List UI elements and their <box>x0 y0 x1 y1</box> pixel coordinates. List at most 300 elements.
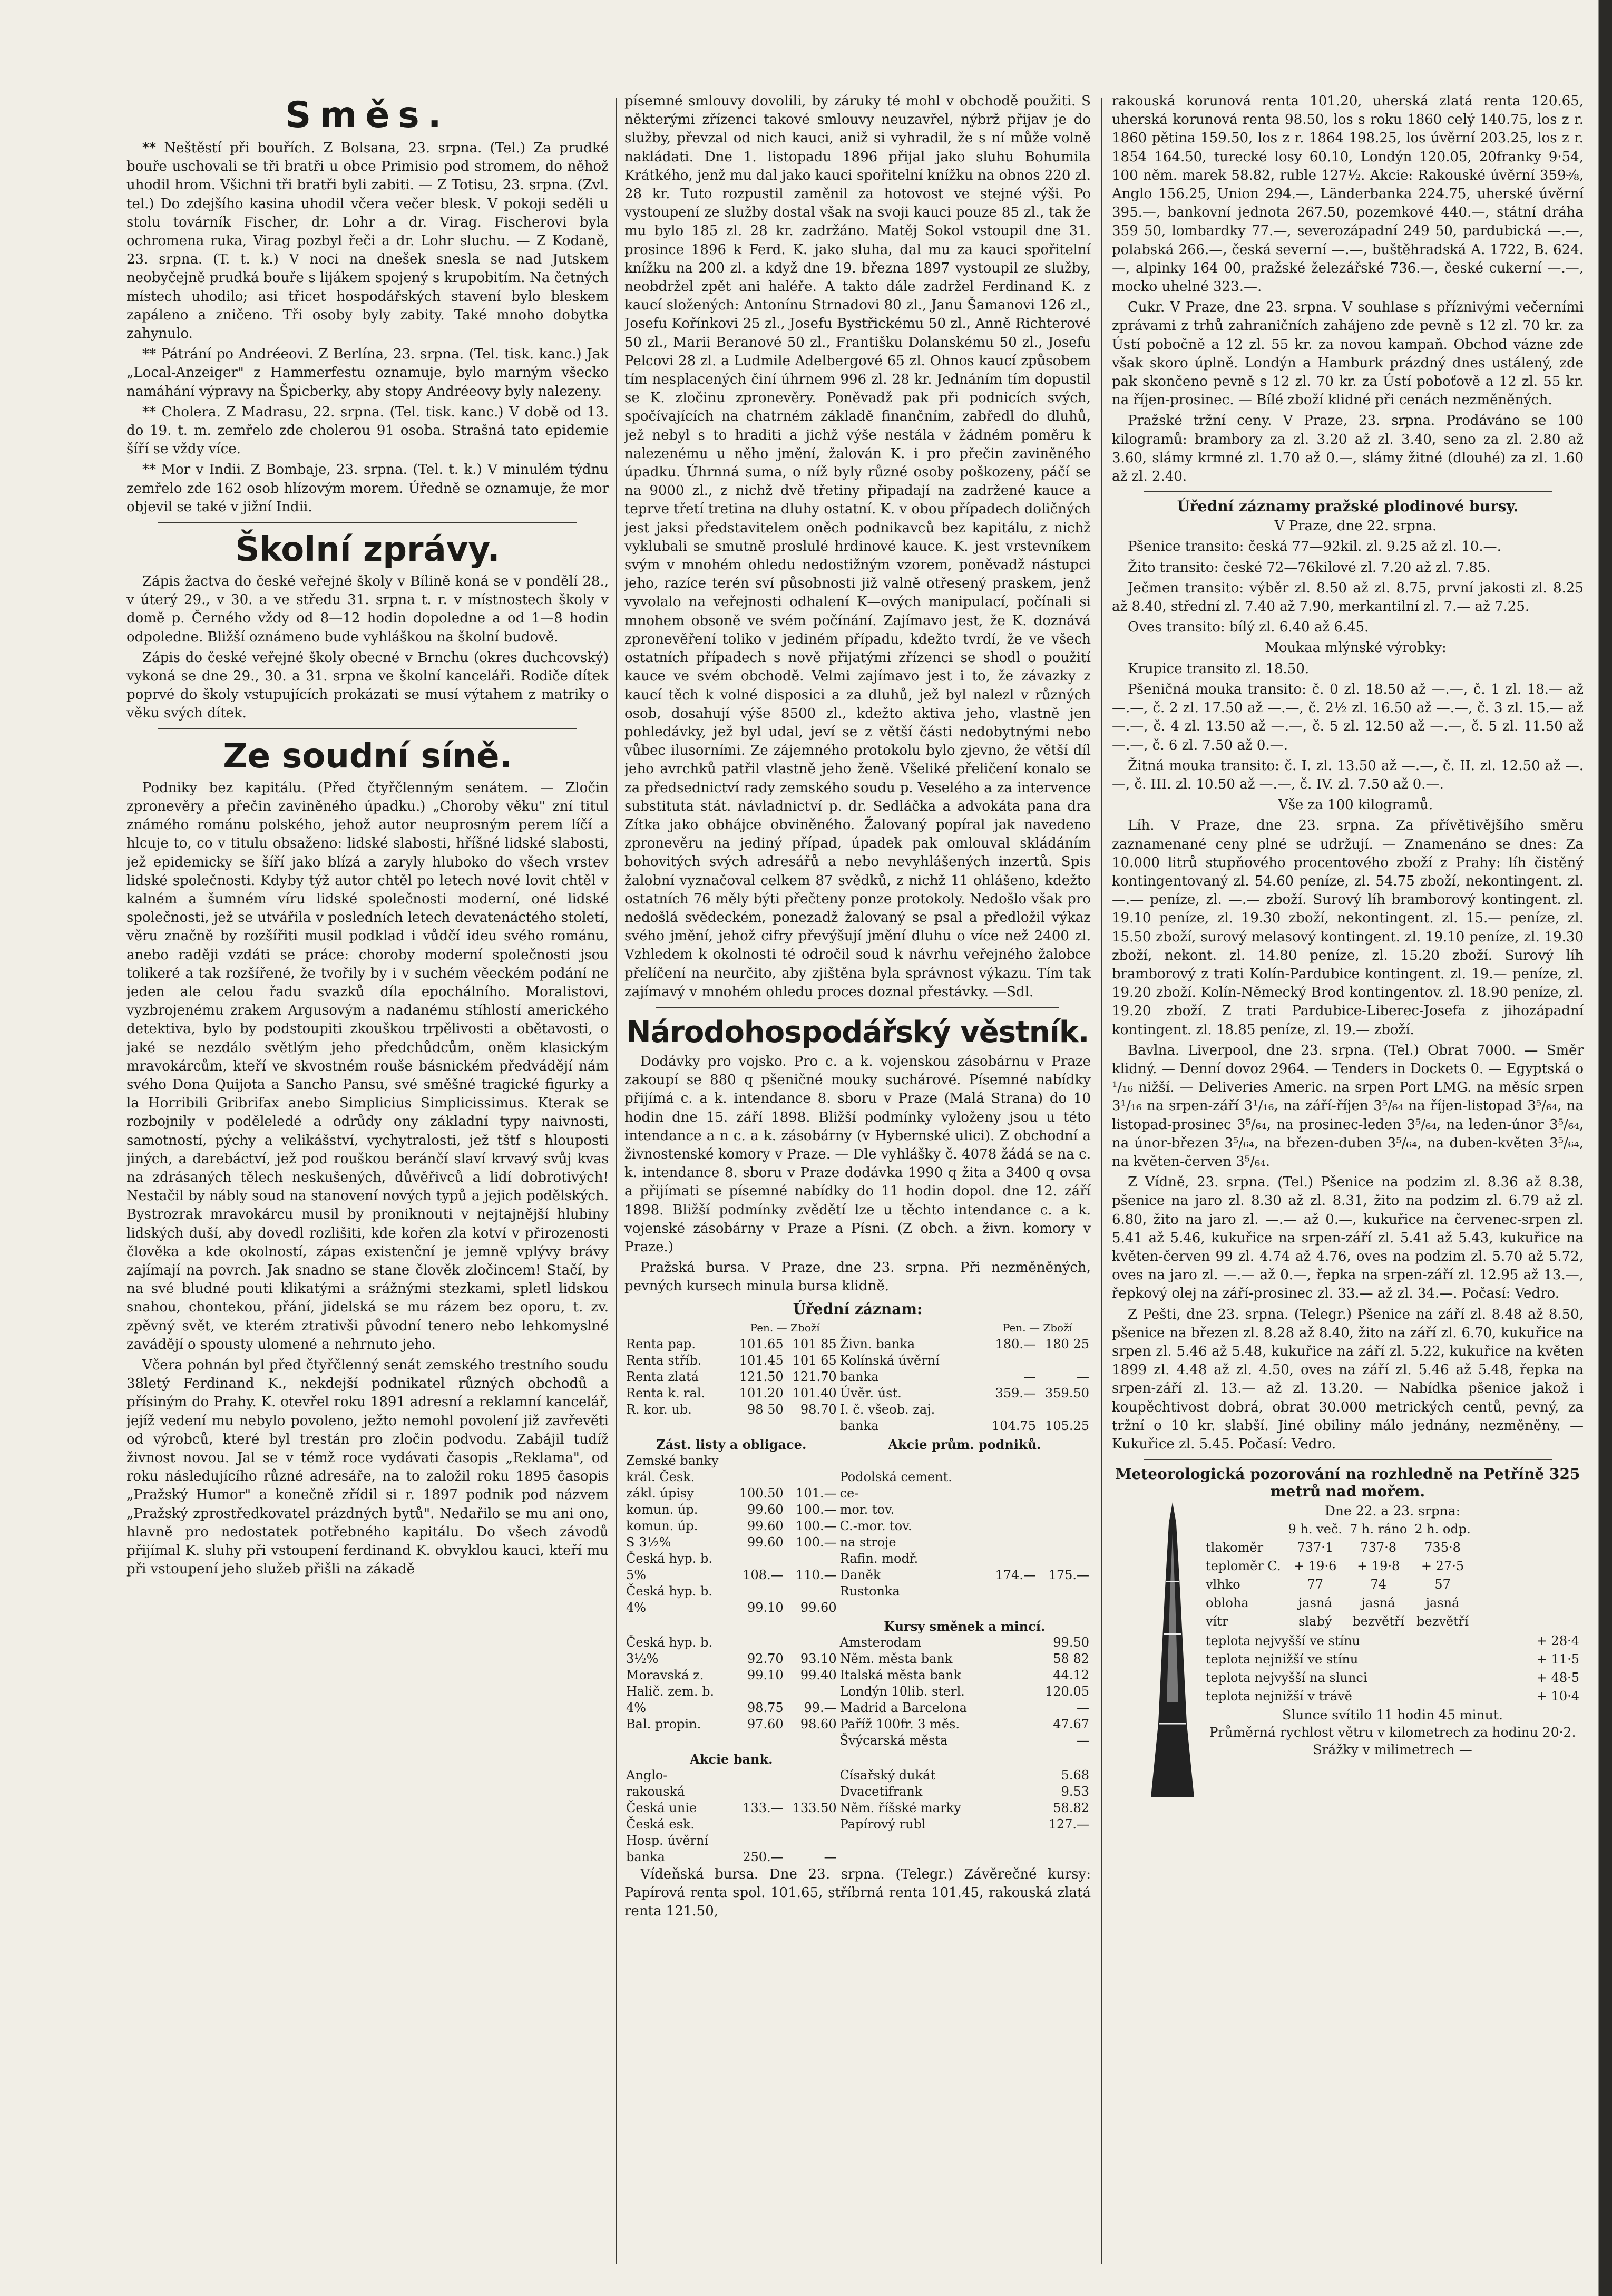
meteo-rain: Srážky v milimetrech — <box>1313 1742 1472 1758</box>
table-cell <box>1038 1551 1091 1567</box>
meteo-cell: teplota nejnižší ve stínu <box>1206 1652 1359 1667</box>
table-cell: 108.— <box>743 1567 784 1582</box>
table-cell: ce- <box>839 1485 859 1501</box>
meteo-title: Meteorologická pozorování na rozhledně na Petříně 325 metrů nad mořem. <box>1115 1465 1580 1501</box>
table-cell <box>732 1684 785 1700</box>
meteo-body <box>1203 1539 1474 1630</box>
zaznam-item: Krupice transito zl. 18.50. <box>1128 660 1310 677</box>
page-edge-line <box>1598 0 1599 2296</box>
table-cell <box>984 1833 1038 1849</box>
table-cell: Anglo- <box>626 1767 668 1783</box>
table-cell: 359.— <box>995 1385 1036 1400</box>
table-cell: 99.— <box>804 1700 837 1715</box>
section-title-soud: Ze soudní síně. <box>223 736 512 776</box>
table-cell: — <box>824 1849 837 1864</box>
table-cell <box>785 1733 838 1749</box>
table-row <box>624 1600 1091 1616</box>
meteo-cell: + 11·5 <box>1536 1652 1579 1667</box>
table-cell <box>838 1600 984 1616</box>
table-cell <box>785 1816 838 1833</box>
table-cell <box>1038 1534 1091 1551</box>
meteo-cell: teplota nejvyšší na slunci <box>1206 1670 1367 1686</box>
table-cell: 99.50 <box>1053 1635 1089 1650</box>
table-row <box>624 1567 1091 1583</box>
table-cell <box>732 1816 785 1833</box>
table-cell: 99.60 <box>747 1534 784 1550</box>
table-cell: Renta stříb. <box>626 1353 702 1368</box>
table-cell <box>1038 1833 1091 1849</box>
table-cell: 4% <box>626 1700 647 1715</box>
table-cell: 93.10 <box>800 1651 837 1666</box>
table-cell: Česká hyp. b. <box>626 1635 712 1650</box>
table-cell <box>838 1849 984 1865</box>
table-cell: Daněk <box>839 1567 881 1582</box>
meteo-cell: + 10·4 <box>1536 1689 1579 1704</box>
table-cell: Císařský dukát <box>839 1767 936 1783</box>
table-row <box>624 1651 1091 1667</box>
table-cell: — <box>1077 1733 1089 1748</box>
table-cell: Kolínská úvěrní <box>839 1353 940 1368</box>
table-cell: 120.05 <box>1045 1684 1089 1699</box>
table-row <box>624 1784 1091 1800</box>
article-paragraph: Včera pohnán byl před čtyřčlenný senát zemského trestního soudu 38letý Ferdinand K., nekdejší podnikatel různých obchodů a přísiným do Prahy. K. otevřel roku 1891 adresní a reklamní kancelář, jejíž vedení mu nebylo povoleno, ježto nemohl povolení již zavřevěti od výrobců, které byl trestán pro zločin podvodu. Zabájil tudíž živnost novou. Jal se v témž roce vydávati časopis „Reklama", od roku následujícího různé adresáře, na to založil roku 1895 časopis „Pražský Humor" a konečně zřídil si r. 1897 podnik pod názvem „Pražský zprostředkovatel prázdných bytů". Nedařilo se mu ani ono, hlavně pro nedostatek potřebného kapitálu. Do všech závodů přijímal K. sluhy při vstoupení ferdinand K. obvyklou kauci, kteří mu při vstoupení jeho služeb přišli na zákadě <box>126 1357 609 1578</box>
table-body <box>624 1336 1091 1434</box>
col-header: Pen. — Zboží <box>1003 1321 1073 1334</box>
table-row <box>624 1849 1091 1865</box>
petrin-tower-icon <box>1149 1502 1196 1797</box>
table-row <box>624 1667 1091 1684</box>
table-cell: 99.10 <box>747 1667 784 1682</box>
table-row <box>624 1767 1091 1784</box>
table-cell: Dvacetifrank <box>839 1784 923 1799</box>
table-cell <box>1038 1518 1091 1534</box>
meteo-wind: Průměrná rychlost větru v kilometrech za hodinu 20·2. <box>1209 1725 1576 1740</box>
table-title: Úřední záznam: <box>793 1300 923 1318</box>
table-cell: Renta pap. <box>626 1336 696 1351</box>
table-row <box>624 1700 1091 1716</box>
table-cell: král. Česk. <box>626 1469 695 1484</box>
zaznam-item: Bavlna. Liverpool, dne 23. srpna. (Tel.) Obrat 7000. — Směr klidný. — Denní dovoz 2964. — Tenders in Dockets 0. — Egyptská o ¹/₁₆ nižší. — Deliveries Americ. na srpen Port LMG. na měsíc srpen 3¹/₁₆ na srpen-září 3¹/₁₆, na září-říjen 3⁵/₆₄ na říjen-listopad 3⁵/₆₄, na listopad-prosinec 3⁵/₆₄, na prosinec-leden 3⁵/₆₄, na leden-únor 3⁵/₆₄, na únor-březen 3⁵/₆₄, na březen-duben 3⁵/₆₄, na duben-květen 3⁵/₆₄, na květen-červen 3⁵/₆₄. <box>1112 1042 1584 1170</box>
zaznam-item: Žito transito: české 72—76kilové zl. 7.20 až zl. 7.85. <box>1128 559 1491 576</box>
table-cell: komun. úp. <box>626 1502 698 1517</box>
article-paragraph: Podniky bez kapitálu. (Před čtyřčlenným senátem. — Zločin zpronevěry a přečin zaviněného úpadku.) „Choroby věku" zní titul známého románu polského, jehož autor neuprosným perem líčí a hlcuje to, co v titulu obsaženo: lidské slabosti, hříšné lidské slabosti, jež epidemicky se šíří jako blízá a zaryly hluboko do všech vrstev lidské společnosti. Kdyby týž autor chtěl po letech nové lovit chtěl v kalném a šumném víru lidské společnosti moderní, oné lidské společnosti, jež se utvářila v posledních letech devatenáctého století, věru značně by rozšířiti musil podklad i vůdčí ideu svého románu, anebo raději vzdáti se práce: choroby moderní společnosti jsou tolikeré a tak rozšířené, že tvořily by i v suchém věeckém podání ne jeden ale celou řadu svazků díla epochálního. Moralistovi, vyzbrojenému zrakem Argusovým a nadanému stíhlostí amerického detektiva, bylo by podstoupiti zkouškou trpělivosti a obětavosti, o jaké se nezdálo světlým jeho předchůdcům, oněm klasickým mravokárcům, kteří ve skvostném rouše básnickém předvádějí nám svého Dona Quijota a Sancho Pansu, své směšné tragické figurky a la Horribili Gribrifax anebo Simplicius Simplicissimus. Kterak se rozbojnily v poděleledé a odrůdy ony základní typy naivnosti, samotností, pýchy a velikášství, vychytralosti, jež tštf s hlouposti jiných, a darebáctví, jež pod rouškou beránčí slaví krvavý svůj kvas na zdrásaných tělech neskušených, důvěřivců a lidí dobrotivých! Nestačil by nábly soud na stanovení nových typů a jejich podělských. Bystrozrak mravokárcu musil by proniknouti v nejtajnější hlubiny lidských duší, aby dovedl rozlišiti, kde kořen zla kotví v přirozenosti člověka a kde okolností, zápas existenční je jemně vplývy brávy zajímají na povrch. Jak snadno se stane člověk zločincem! Stačí, by na své bludné pouti klikatými a srážnými stezkami, spletl lidskou snahou, chontekou, přání, jidelská se mu rázem bez oporu, t. zv. zpěvný svět, ve kterém ztrativši původní tenero nebo lehkomyslné zavádějí o spousty ulomené a nehrnuto jeho. <box>126 780 609 1353</box>
table-cell <box>785 1453 838 1469</box>
table-cell: rakouská <box>626 1784 685 1799</box>
article-paragraph: ** Mor v Indii. Z Bombaje, 23. srpna. (Tel. t. k.) V minulém týdnu zemřelo zde 162 osob hlízovým morem. Úředně se oznamuje, že mor objevil se také v jižní Indii. <box>126 462 609 515</box>
article-paragraph: Zápis žactva do české veřejné školy v Bílině koná se v pondělí 28., v úterý 29., v 30. a ve středu 31. srpna t. r. v místnostech školy v domě p. Černého vždy od 8—12 hodin dopoledne a od 1—8 hodin odpoledne. Bližší oznámeno bude vyhláškou na školní budově. <box>126 573 609 645</box>
table-cell: banka <box>839 1418 879 1433</box>
table-cell <box>785 1635 838 1651</box>
table-cell: — <box>1023 1369 1036 1384</box>
article-paragraph: ** Pátrání po Andréeovi. Z Berlína, 23. srpna. (Tel. tisk. kanc.) Jak „Local-Anzeiger" z Hammerfestu oznamuje, bylo marným všecko namáhání výpravy na Špicberky, aby stopy Andréeovy byly nalezeny. <box>126 346 609 400</box>
table-cell: Renta zlatá <box>626 1369 699 1384</box>
table-row <box>624 1833 1091 1849</box>
table-row <box>624 1816 1091 1833</box>
article-paragraph: Zápis do české veřejné školy obecné v Brnchu (okres duchcovský) vykoná se dne 29., 30. a 31. srpna ve školní kanceláři. Rodiče dítek poprvé do školy vstupujících prokázati se musí výtahem z matriky o věku svých dítek. <box>126 649 609 722</box>
article-paragraph: ** Neštěstí při bouřích. Z Bolsana, 23. srpna. (Tel.) Za prudké bouře uschovali se tři bratři u obce Primisio pod stromem, do něhož uhodil hrom. Všichni tři bratři byli zabiti. — Z Totisu, 23. srpna. (Zvl. tel.) Do zdejšího kasina uhodil včera večer blesk. V pokoji seděli u stolu továrník Fischer, dr. Lohr a dr. Virag. Fischerovi byla ochromena ruka, Virag pozbyl řeči a dr. Lohr sluchu. — Z Kodaně, 23. srpna. (T. t. k.) V noci na dnešek snesla se nad Jutskem neobyčejně prudká bouře s lijákem spojený s krupobitím. Na četných místech uhodilo; asi třicet hospodářských stavení bylo bleskem zapáleno a zničeno. Tři osoby byly zabity. Také mnoho dobytka zahynulo. <box>126 140 609 342</box>
table-cell: Halič. zem. b. <box>626 1684 715 1699</box>
zaznam-item: V Praze, dne 22. srpna. <box>1274 518 1437 534</box>
table-section: Akcie prům. podniků. <box>888 1436 1041 1452</box>
table-cell <box>984 1684 1038 1700</box>
meteo-extreme-row <box>1203 1651 1582 1668</box>
table-cell <box>624 1418 732 1434</box>
table-row <box>624 1402 1091 1418</box>
page-edge <box>1599 0 1612 2296</box>
article-paragraph: ** Cholera. Z Madrasu, 22. srpna. (Tel. tisk. kanc.) V době od 13. do 19. t. m. zemřelo zde cholerou 91 osoba. Strašná tato epidemie šíří se vždy více. <box>126 404 609 458</box>
table-cell <box>984 1502 1038 1518</box>
table-row <box>624 1518 1091 1534</box>
section-title-skolni: Školní zprávy. <box>235 530 500 570</box>
table-cell <box>984 1849 1038 1865</box>
bursa-intro: Pražská bursa. V Praze, dne 23. srpna. Při nezměněných, pevných kursech minula bursa klidně. <box>624 1260 1091 1295</box>
table-cell <box>785 1583 838 1600</box>
table-row <box>624 1733 1091 1749</box>
meteo-cell: bezvětří <box>1416 1614 1469 1629</box>
meteo-cell: teplota nejnižší v trávě <box>1206 1689 1352 1704</box>
meteo-cell: slabý <box>1298 1614 1332 1629</box>
table-cell: 44.12 <box>1053 1667 1089 1682</box>
table-cell: Živn. banka <box>839 1336 915 1351</box>
meteo-cell: 77 <box>1307 1577 1324 1592</box>
bursa-table <box>624 1320 1091 1865</box>
meteo-row <box>1203 1613 1474 1630</box>
table-cell <box>785 1833 838 1849</box>
meteo-note: Slunce svítilo 11 hodin 45 minut. <box>1282 1707 1503 1723</box>
table-cell: Česká hyp. b. <box>626 1551 712 1566</box>
table-cell <box>732 1635 785 1651</box>
article-paragraph: Vídeňská bursa. Dne 23. srpna. (Telegr.) Závěrečné kursy: Papírová renta spol. 101.65, stříbrná renta 101.45, rakouská zlatá renta 121.50, <box>624 1866 1091 1919</box>
section-title-zaznam: Úřední záznamy pražské plodinové bursy. <box>1177 498 1519 515</box>
table-cell: 180 25 <box>1045 1336 1089 1351</box>
table-cell: I. č. všeob. zaj. <box>839 1402 935 1417</box>
article-paragraph: písemné smlouvy dovolili, by záruky té mohl v obchodě použiti. S některými zřízenci takové smlouvy neuzavřel, nýbrž přijav je do služby, převzal od nich kauci, aniž si vyhradil, že s ní může volně nakládati. Dne 1. listopadu 1896 přijal jako sluhu Bohumila Krátkého, jenž mu dal jako kauci spořitelní knížku na obnos 220 zl. 28 kr. Tuto rozpustil zaměnil za hotovost ve stejné výši. Po vystoupení ze služby dostal však na svoji kauci pouze 85 zl., tak že mu bylo 185 zl. 28 kr. zadržáno. Matěj Sokol vstoupil dne 31. prosince 1896 k Ferd. K. jako sluha, dal mu za kauci spořitelní knížku na 200 zl. a když dne 19. března 1897 vystoupil ze služby, neobdržel zpět ani haléře. A takto dále zadržel Ferdinand K. z kaucí složených: Antonínu Strnadovi 80 zl., Janu Šamanovi 126 zl., Josefu Kořínkovi 25 zl., Josefu Bystřickému 50 zl., Anně Richterové 50 zl., Marii Beranové 50 zl., Františku Dolanskému 50 zl., Josefu Pelcovi 28 zl. a Ludmile Adelbergové 65 zl. Ohnos kaucí způsobem tím nesplacených činí úhrnem 996 zl. 28 kr. Jednáním tím dopustil se K. zločinu zpronevěry. Poněvadž pak při podnicích svých, spočívajících na chatrném základě finančním, zabředl do dluhů, jež nebyl s to hraditi a jichž výše nestála v žádném poměru k nalezenému u něho jmění, žalován K. i pro přečin zaviněného úpadku. Úhrnná suma, o níž byly různé osoby poškozeny, páčí se na 9000 zl., z nichž dvě třetiny připadají na zadržené kauce a teprve třetí tretina na dluhy ostatní. K. v obou případech doličných jest jaksi představitelem oněch podnikavců bez kapitálu, z nichž vyklubali se smutně proslulé hrdinové kauce. K. jest vrstevníkem svým v mnohém ohledu nedostižným vzorem, poněvadž nástupci jeho, razíce terén sví působnosti již valně otřesený praskem, jenž vyvolalo na veřejnosti odhalení K—ových manipulací, počínali si mnohem obsoně ve svém počínání. Zajímavo jest, že K. doznává zpronevěření toliko v jediném případu, kdežto tvrdí, že ve všech ostatních případech s nově přijatými zřízenci se shodl o použití kauce ve svém obchodě. Velmi zajímavo jest i to, že závazky z kaucí těch k volné disposici a za dluhů, jež byl nalezl v různých osob, dosahují výše 8500 zl., kdežto aktiva jeho, vlastně jen pohledávky, jež byl udal, jeví se z větší části nedobytnými nebo vůbec ilusorními. Ze zájemného protokolu bylo zjevno, že větší díl jeho avrchků patřil vlastně jeho ženě. Všeliké přeličení konalo se za předsednictví rady zemského soudu p. Veselého a za intervence substituta stát. návladnictví p. dr. Sedláčka a advokáta pana dra Zítka jako obhájce obviněného. Žalovaný popíral jak navedeno zpronevěru na jediný případ, úpadek pak omlouval skládáním bohovitých svých adresářů a nebo nevyhlášených inzertů. Spis žalobní vyznačoval celkem 87 svědků, z nichž 11 ohlášeno, kdežto ostatních 76 měly býti přečteny ponze protokoly. Nedošlo však pro nedošlá svědeckém, ponezadž žalovaný se psal a předložil výkaz svého jmění, jehož cifry převýšují jmění dluhu o více než 2400 zl. Vzhledem k okolnosti té odročil soud k návrhu veřejného žalobce přelíčení na neurčito, aby zjištěna byla správnost výkazu. Tím tak zajímavý v mnohém ohledu proces doznal přestávky. —Sdl. <box>624 93 1091 1000</box>
table-cell <box>732 1469 785 1485</box>
table-cell: 98.70 <box>800 1402 837 1417</box>
table-cell: 5.68 <box>1061 1767 1089 1783</box>
meteo-cell: 57 <box>1434 1577 1451 1592</box>
table-cell: 133.— <box>743 1800 784 1815</box>
table-cell <box>984 1534 1038 1551</box>
table-cell <box>732 1767 785 1784</box>
meteo-extreme-row <box>1203 1669 1582 1687</box>
article-paragraph: Dodávky pro vojsko. Pro c. a k. vojenskou zásobárnu v Praze zakoupí se 880 q pšeničné mouky suchárové. Písemné nabídky přijímá c. a k. intendance 8. sboru v Praze (Malá Strana) do 10 hodin dne 15. září 1898. Bližší podmínky vyloženy jsou u této intendance a n c. a k. zásobárny (v Hybernské ulici). Z obchodní a živnostenské komory v Praze. — Dle vyhlášky č. 4078 žádá se na c. k. intendance 8. sboru v Praze dodávka 1990 q žita a 3400 q ovsa a přijímati se písemné nabídky do 11 hodin dopol. dne 12. září 1898. Bližší podmínky zvědětí lze u těchto intendance c. a k. vojenské zásobárny v Praze a Písni. (Z obch. a živn. komory v Praze.) <box>624 1053 1091 1255</box>
col-header: Pen. — Zboží <box>750 1321 820 1334</box>
table-cell: 100.— <box>796 1534 837 1550</box>
table-cell: 99.60 <box>747 1518 784 1533</box>
zaznam-item: Ječmen transito: výběr zl. 8.50 až zl. 8.75, první jakosti zl. 8.25 až 8.40, střední zl. 7.40 až 7.90, merkantilní zl. 7.— až 7.25. <box>1112 580 1584 615</box>
table-cell <box>984 1667 1038 1684</box>
table-cell <box>785 1418 838 1434</box>
table-cell: 47.67 <box>1053 1716 1089 1731</box>
table-cell: 101 65 <box>792 1353 837 1368</box>
table-row <box>624 1418 1091 1434</box>
divider <box>158 728 577 729</box>
table-cell <box>732 1418 785 1434</box>
table-cell: Renta k. ral. <box>626 1385 706 1400</box>
meteo-cell: 74 <box>1370 1577 1386 1592</box>
meteo-col-header: 2 h. odp. <box>1414 1522 1471 1537</box>
table-cell: 121.70 <box>792 1369 837 1384</box>
table-cell <box>984 1651 1038 1667</box>
table-row <box>624 1551 1091 1567</box>
table-cell: 4% <box>626 1600 647 1615</box>
table-cell: Podolská cement. <box>839 1469 952 1484</box>
table-cell <box>785 1684 838 1700</box>
meteo-cell: vítr <box>1206 1614 1228 1629</box>
table-cell <box>785 1551 838 1567</box>
table-row <box>624 1583 1091 1600</box>
table-cell: 127.— <box>1048 1816 1089 1832</box>
table-cell: — <box>1077 1700 1089 1715</box>
table-cell: mor. tov. <box>839 1502 895 1517</box>
table-cell: 174.— <box>995 1567 1036 1582</box>
table-cell: Hosp. úvěrní <box>626 1833 709 1848</box>
divider <box>1144 1459 1552 1460</box>
table-cell <box>984 1402 1038 1418</box>
table-cell <box>732 1453 785 1469</box>
section-title-narod: Národohospodářský věstník. <box>626 1015 1089 1049</box>
meteo-extreme-row <box>1203 1688 1582 1705</box>
table-cell: Rustonka <box>839 1583 900 1599</box>
table-cell: 100.— <box>796 1518 837 1533</box>
table-cell <box>984 1716 1038 1733</box>
table-cell: Papírový rubl <box>839 1816 926 1832</box>
table-cell <box>984 1816 1038 1833</box>
table-cell: S 3½% <box>626 1534 671 1550</box>
table-cell <box>732 1784 785 1800</box>
table-cell: 101.— <box>796 1485 837 1501</box>
meteo-extremes <box>1201 1631 1584 1706</box>
meteo-cell: 737·8 <box>1360 1540 1397 1555</box>
divider <box>158 522 577 523</box>
meteo-col-header: 7 h. ráno <box>1350 1522 1408 1537</box>
table-cell <box>838 1833 984 1849</box>
zaznam-item: Z Pešti, dne 23. srpna. (Telegr.) Pšenice na září zl. 8.48 až 8.50, pšenice na březen zl. 8.28 až 8.40, žito na září zl. 6.70, kukuřice na srpen zl. 5.46 až 5.48, kukuřice na září zl. 5.22, kukuřice na květen 1899 zl. 4.48 až zl. 4.50, oves na září zl. 5.46 až 5.48, řepka na srpen-září zl. 13.— až zl. 13.20. — Nabídka pšenice jakož i koupěchtivost dobrá, obrat 30.000 metrických centů, pevný, za tržní o 10 kr. slabší. Jiné obiliny málo jednány, nezměněny. — Kukuřice zl. 5.45. Počasí: Vedro. <box>1112 1306 1584 1453</box>
table-cell: zákl. úpisy <box>626 1485 694 1501</box>
meteo-cell: jasná <box>1361 1595 1395 1611</box>
table-cell: 250.— <box>743 1849 784 1864</box>
table-cell: Úvěr. úst. <box>839 1385 902 1400</box>
divider <box>1144 491 1552 492</box>
zaznam-item: Pšeničná mouka transito: č. 0 zl. 18.50 až —.—, č. 1 zl. 18.— až —.—, č. 2 zl. 17.50 až —.—, č. 2½ zl. 16.50 až —.—, č. 3 zl. 15.— až —.—, č. 4 zl. 13.50 až —.—, č. 5 zl. 12.50 až —.—, č. 5 zl. 11.50 až —.—, č. 6 zl. 7.50 až 0.—. <box>1112 681 1584 753</box>
table-cell: Švýcarská města <box>839 1733 948 1748</box>
table-cell: 110.— <box>796 1567 837 1582</box>
table-body <box>624 1767 1091 1865</box>
divider <box>656 1007 1059 1008</box>
table-cell: 3½% <box>626 1651 659 1666</box>
table-cell: 100.— <box>796 1502 837 1517</box>
table-cell <box>984 1600 1038 1616</box>
table-row <box>624 1800 1091 1816</box>
table-row <box>624 1635 1091 1651</box>
table-cell: 92.70 <box>747 1651 784 1666</box>
table-body <box>624 1635 1091 1749</box>
table-cell: 5% <box>626 1567 647 1582</box>
table-cell <box>732 1583 785 1600</box>
table-cell <box>624 1733 732 1749</box>
table-cell: Italská města bank <box>839 1667 962 1682</box>
table-section: Zást. listy a obligace. <box>656 1436 807 1452</box>
table-cell <box>1038 1600 1091 1616</box>
table-cell: 101.40 <box>792 1385 837 1400</box>
zaznam-list <box>1112 517 1584 1454</box>
table-row <box>624 1502 1091 1518</box>
table-cell <box>1038 1502 1091 1518</box>
table-cell: 58 82 <box>1053 1651 1089 1666</box>
zaznam-item: Líh. V Praze, dne 23. srpna. Za přívětivějšího směru zaznamenané ceny plné se udržují. — Znamenáno se dnes: Za 10.000 litrů stupňového procentového zboží z Prahy: líh čistěný kontingentovaný zl. 54.60 peníze, zl. 54.75 zboží, nekontingent. zl. —.— peníze, zl. —.— zboží. Surový líh bramborový kontingent. zl. 19.10 peníze, zl. 19.30 zboží, nekontingent. zl. 15.— peníze, zl. 15.50 zboží, surový melasový kontingent. zl. 19.10 peníze, zl. 19.30 zboží, nekont. zl. 14.80 peníze, zl. 15.20 zboží. Surový líh bramborový z trati Kolín-Pardubice kontingent. zl. 19.— peníze, zl. 19.20 zboží. Kolín-Německý Brod kontingentov. zl. 18.90 peníze, zl. 19.20 zboží. Z trati Pardubice-Liberec-Josefa z jihozápadní kontingent. zl. 18.85 peníze, zl. 19.— zboží. <box>1112 818 1584 1038</box>
table-cell <box>984 1767 1038 1784</box>
table-cell: Bal. propin. <box>626 1716 701 1731</box>
table-cell <box>984 1469 1038 1485</box>
meteo-row <box>1203 1594 1474 1612</box>
table-cell <box>838 1453 984 1469</box>
table-cell <box>984 1635 1038 1651</box>
table-row <box>624 1385 1091 1402</box>
meteo-row <box>1203 1539 1474 1556</box>
meteo-cell: jasná <box>1425 1595 1460 1611</box>
meteo-cell: bezvětří <box>1352 1614 1405 1629</box>
table-cell: 99.60 <box>747 1502 784 1517</box>
meteo-col-header: 9 h. več. <box>1288 1522 1342 1537</box>
table-cell: 133.50 <box>792 1800 837 1815</box>
meteo-cell: 737·1 <box>1297 1540 1334 1555</box>
table-cell <box>732 1551 785 1567</box>
column-rule <box>616 98 617 2264</box>
meteo-date: Dne 22. a 23. srpna: <box>1324 1503 1461 1519</box>
section-title-smes: Směs. <box>285 94 450 136</box>
table-cell: 98.60 <box>800 1716 837 1731</box>
meteo-cell: + 27·5 <box>1421 1559 1464 1574</box>
article-paragraph: Cukr. V Praze, dne 23. srpna. V souhlase s příznivými večerními zprávami z trhů zahraničních zahájeno zde pevně s 12 zl. 70 kr. za Ústí pobočně a 12 zl. 55 kr. za novou kampaň. Obchod vázne zde však skoro úplně. Londýn a Hamburk prázdný dnes ustálený, zde pak skončeno pevně s 12 zl. 70 kr. za Ústí poboťově a 12 zl. 55 kr. na říjen-prosinec. — Bílé zboží klidné při cenách nezměněných. <box>1112 299 1584 408</box>
zaznam-item: Moukaa mlýnské výrobky: <box>1265 640 1447 656</box>
table-cell: Moravská z. <box>626 1667 704 1682</box>
table-row <box>624 1369 1091 1385</box>
meteo-cell: obloha <box>1206 1595 1249 1611</box>
table-row <box>624 1485 1091 1502</box>
table-cell: banka <box>626 1849 665 1864</box>
table-cell: Zemské banky <box>626 1453 719 1468</box>
zaznam-item: Vše za 100 kilogramů. <box>1278 797 1433 813</box>
table-body <box>624 1453 1091 1616</box>
table-cell: Paříž 100fr. 3 měs. <box>839 1716 960 1731</box>
table-cell: 9.53 <box>1061 1784 1089 1799</box>
meteo-cell: vlhko <box>1206 1577 1240 1592</box>
table-cell: Londýn 10lib. sterl. <box>839 1684 965 1699</box>
table-cell: 105.25 <box>1045 1418 1089 1433</box>
table-cell: Česká esk. <box>626 1816 695 1832</box>
table-cell: 98 50 <box>747 1402 784 1417</box>
table-cell <box>984 1784 1038 1800</box>
table-cell: 180.— <box>995 1336 1036 1351</box>
table-cell <box>984 1733 1038 1749</box>
table-cell: Česká hyp. b. <box>626 1583 712 1599</box>
meteo-cell: teplota nejvyšší ve stínu <box>1206 1633 1361 1649</box>
table-cell <box>1038 1453 1091 1469</box>
table-row <box>624 1353 1091 1369</box>
table-cell <box>785 1469 838 1485</box>
meteo-block <box>1112 1502 1584 1758</box>
table-cell: Rafin. modř. <box>839 1551 919 1566</box>
column-rule <box>1101 98 1102 2264</box>
meteo-extreme-row <box>1203 1632 1582 1650</box>
table-cell: Madrid a Barcelona <box>839 1700 967 1715</box>
table-cell: — <box>1077 1369 1089 1384</box>
table-cell: Česká unie <box>626 1800 697 1815</box>
table-cell: na stroje <box>839 1534 896 1550</box>
table-cell: 101.45 <box>739 1353 784 1368</box>
table-cell <box>732 1733 785 1749</box>
table-cell: 99.60 <box>800 1600 837 1615</box>
table-cell <box>785 1784 838 1800</box>
column-3 <box>1112 92 1584 2275</box>
table-cell <box>984 1551 1038 1567</box>
table-cell: banka <box>839 1369 879 1384</box>
table-cell: R. kor. ub. <box>626 1402 692 1417</box>
table-cell <box>984 1485 1038 1502</box>
table-cell <box>984 1353 1038 1369</box>
table-cell: 101 85 <box>792 1336 837 1351</box>
meteo-cell: teploměr C. <box>1206 1559 1281 1574</box>
table-row <box>624 1453 1091 1469</box>
zaznam-item: Pšenice transito: česká 77—92kil. zl. 9.25 až zl. 10.—. <box>1128 539 1501 555</box>
meteo-row <box>1203 1576 1474 1593</box>
meteo-cell: tlakoměr <box>1206 1540 1264 1555</box>
table-cell: Něm. říšské marky <box>839 1800 961 1815</box>
meteo-cell: + 28·4 <box>1536 1633 1579 1649</box>
meteo-cell: + 19·6 <box>1294 1559 1337 1574</box>
column-2 <box>624 92 1091 2275</box>
table-cell: 99.40 <box>800 1667 837 1682</box>
table-row <box>624 1684 1091 1700</box>
meteo-cell: jasná <box>1298 1595 1332 1611</box>
table-cell: 99.10 <box>747 1600 784 1615</box>
table-cell: 58.82 <box>1053 1800 1089 1815</box>
table-row <box>624 1534 1091 1551</box>
table-cell <box>1038 1402 1091 1418</box>
table-cell: 97.60 <box>747 1716 784 1731</box>
table-cell: Něm. města bank <box>839 1651 953 1666</box>
meteo-table <box>1201 1520 1475 1631</box>
table-cell <box>1038 1485 1091 1502</box>
table-cell: 359.50 <box>1045 1385 1089 1400</box>
table-cell <box>785 1767 838 1784</box>
table-cell <box>984 1583 1038 1600</box>
table-cell: 101.65 <box>739 1336 784 1351</box>
meteo-cell: 735·8 <box>1424 1540 1461 1555</box>
article-paragraph: Pražské tržní ceny. V Praze, 23. srpna. Prodáváno se 100 kilogramů: brambory za zl. 3.20 až zl. 3.40, seno za zl. 2.80 až 3.60, slámy krmné zl. 1.70 až 0.—, slámy žitné (dlouhé) za zl. 1.60 až zl. 2.40. <box>1112 413 1584 485</box>
meteo-extremes-body <box>1203 1632 1582 1705</box>
table-cell: 104.75 <box>992 1418 1036 1433</box>
table-cell: 98.75 <box>747 1700 784 1715</box>
table-cell <box>1038 1849 1091 1865</box>
zaznam-item: Žitná mouka transito: č. I. zl. 13.50 až —.—, č. II. zl. 12.50 až —.—, č. III. zl. 10.50 až —.—, č. IV. zl. 7.50 až 0.—. <box>1112 757 1584 792</box>
meteo-cell: + 19·8 <box>1357 1559 1400 1574</box>
table-cell <box>1038 1469 1091 1485</box>
table-cell: komun. úp. <box>626 1518 698 1533</box>
meteo-cell: + 48·5 <box>1536 1670 1579 1686</box>
table-cell <box>984 1700 1038 1716</box>
table-row <box>624 1469 1091 1485</box>
table-cell <box>984 1518 1038 1534</box>
table-cell <box>984 1800 1038 1816</box>
table-cell: 121.50 <box>739 1369 784 1384</box>
table-cell: 175.— <box>1048 1567 1089 1582</box>
table-cell <box>1038 1353 1091 1369</box>
column-1 <box>126 92 609 2275</box>
table-cell <box>984 1453 1038 1469</box>
table-cell: 101.20 <box>739 1385 784 1400</box>
